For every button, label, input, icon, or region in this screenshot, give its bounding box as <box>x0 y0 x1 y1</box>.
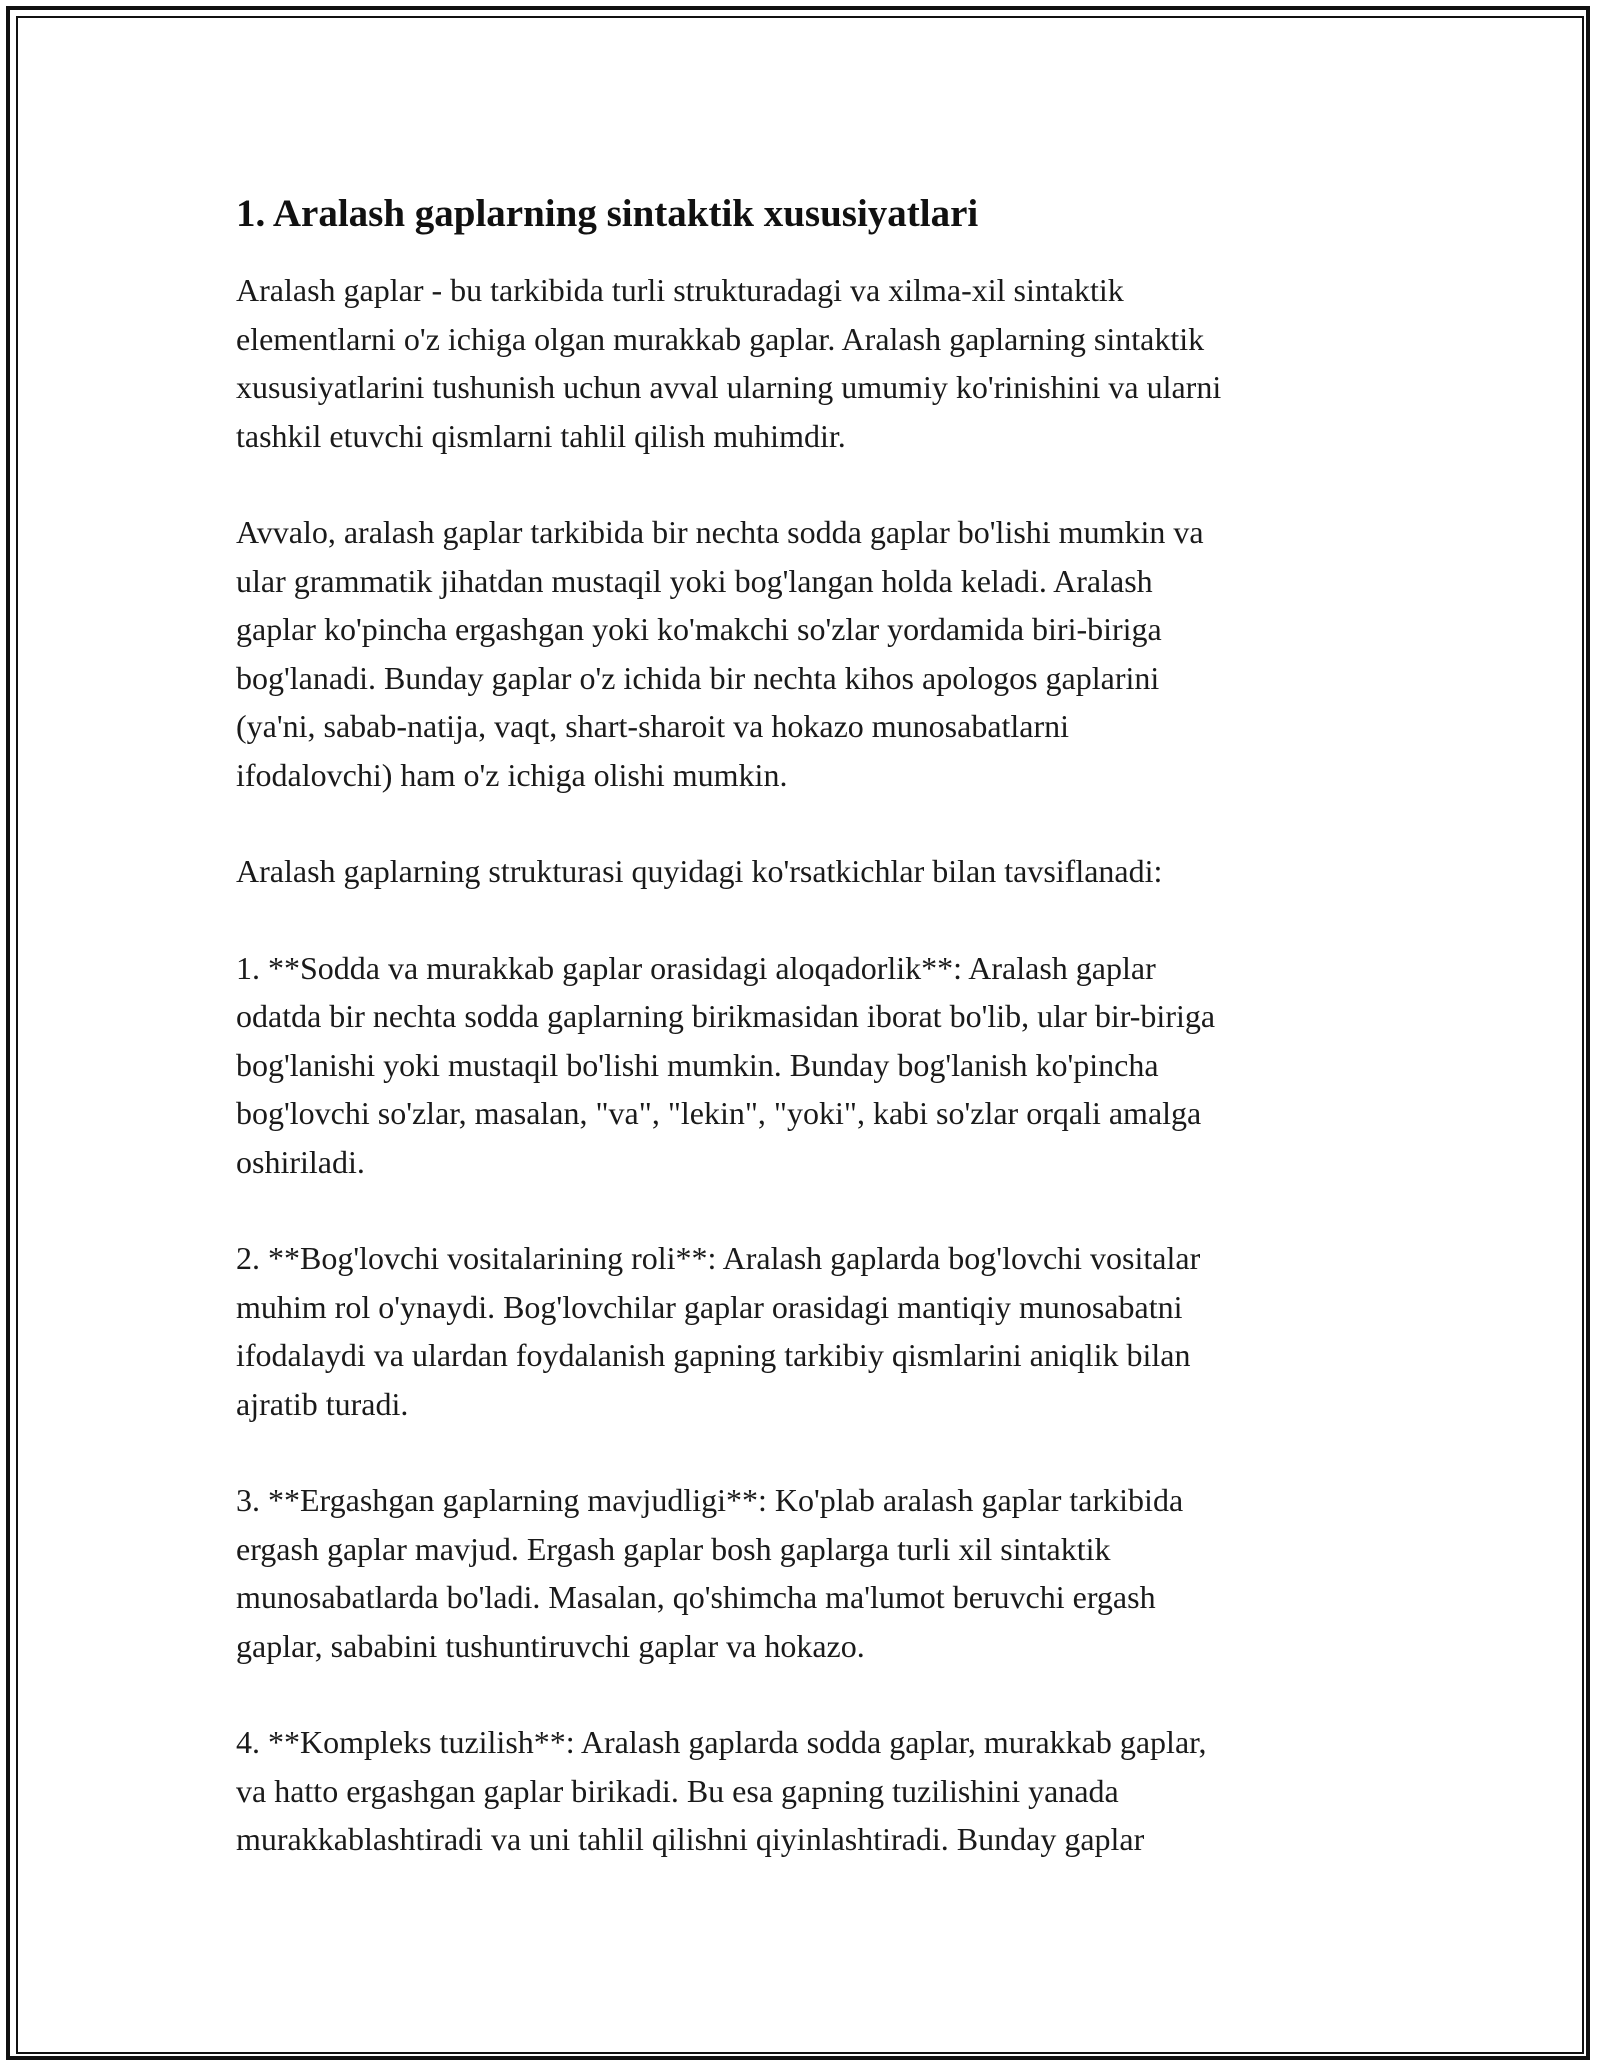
paragraph <box>236 508 1396 799</box>
paragraph-line: 3. **Ergashgan gaplarning mavjudligi**: Ko'plab aralash gaplar tarkibida <box>236 1482 1184 1518</box>
paragraph-line: (ya'ni, sabab-natija, vaqt, shart-sharoit va hokazo munosabatlarni <box>236 708 1070 744</box>
paragraph <box>236 1234 1396 1428</box>
paragraph-line: bog'lanadi. Bunday gaplar o'z ichida bir nechta kihos apologos gaplarini <box>236 659 1160 696</box>
paragraph <box>236 266 1396 460</box>
paragraph-line: murakkablashtiradi va uni tahlil qilishni qiyinlashtiradi. Bunday gaplar <box>236 1821 1145 1857</box>
paragraph-line: odatda bir nechta sodda gaplarning birikmasidan iborat bo'lib, ular bir-biriga <box>236 998 1216 1034</box>
paragraph-line: gaplar, sababini tushuntiruvchi gaplar va hokazo. <box>236 1627 865 1664</box>
paragraph-line: 2. **Bog'lovchi vositalarining roli**: Aralash gaplarda bog'lovchi vositalar <box>236 1240 1201 1276</box>
paragraph <box>236 944 1396 1187</box>
document-body <box>236 188 1396 1912</box>
paragraph-line: 4. **Kompleks tuzilish**: Aralash gaplarda sodda gaplar, murakkab gaplar, <box>236 1724 1207 1760</box>
paragraph-line: tashkil etuvchi qismlarni tahlil qilish muhimdir. <box>236 417 846 454</box>
paragraph-line: ajratib turadi. <box>236 1385 409 1422</box>
paragraph-line: ifodalaydi va ulardan foydalanish gapning tarkibiy qismlarini aniqlik bilan <box>236 1337 1191 1373</box>
paragraph-line: bog'lanishi yoki mustaqil bo'lishi mumkin. Bunday bog'lanish ko'pincha <box>236 1046 1159 1083</box>
paragraph-line: oshiriladi. <box>236 1143 365 1180</box>
paragraph-list <box>236 266 1396 1864</box>
paragraph-line: ular grammatik jihatdan mustaqil yoki bog'langan holda keladi. Aralash <box>236 562 1153 599</box>
paragraph-line: ifodalovchi) ham o'z ichiga olishi mumkin. <box>236 756 788 793</box>
paragraph-line: va hatto ergashgan gaplar birikadi. Bu esa gapning tuzilishini yanada <box>236 1772 1119 1809</box>
paragraph-line: xususiyatlarini tushunish uchun avval ularning umumiy ko'rinishini va ularni <box>236 369 1222 405</box>
paragraph-line: 1. **Sodda va murakkab gaplar orasidagi aloqadorlik**: Aralash gaplar <box>236 949 1156 986</box>
paragraph-line: elementlarni o'z ichiga olgan murakkab gaplar. Aralash gaplarning sintaktik <box>236 320 1205 357</box>
paragraph-line: Aralash gaplarning strukturasi quyidagi ko'rsatkichlar bilan tavsiflanadi: <box>236 853 1163 889</box>
paragraph-line: muhim rol o'ynaydi. Bog'lovchilar gaplar orasidagi mantiqiy munosabatni <box>236 1288 1183 1325</box>
paragraph-line: gaplar ko'pincha ergashgan yoki ko'makchi so'zlar yordamida biri-biriga <box>236 611 1162 647</box>
paragraph <box>236 1476 1396 1670</box>
paragraph-line: bog'lovchi so'zlar, masalan, "va", "lekin", "yoki", kabi so'zlar orqali amalga <box>236 1095 1202 1131</box>
paragraph-line: munosabatlarda bo'ladi. Masalan, qo'shimcha ma'lumot beruvchi ergash <box>236 1579 1156 1615</box>
paragraph <box>236 1718 1396 1864</box>
paragraph-line: Avvalo, aralash gaplar tarkibida bir nechta sodda gaplar bo'lishi mumkin va <box>236 514 1204 550</box>
paragraph-line: ergash gaplar mavjud. Ergash gaplar bosh gaplarga turli xil sintaktik <box>236 1530 1111 1567</box>
section-heading: 1. Aralash gaplarning sintaktik xususiyatlari <box>236 192 979 235</box>
paragraph-line: Aralash gaplar - bu tarkibida turli strukturadagi va xilma-xil sintaktik <box>236 272 1124 308</box>
paragraph <box>236 847 1396 896</box>
